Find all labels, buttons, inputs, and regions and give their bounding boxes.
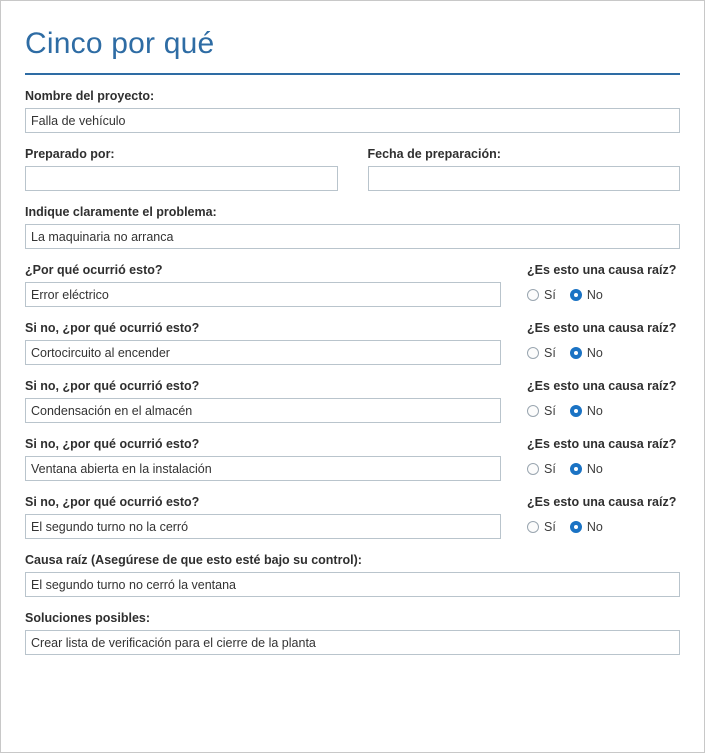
why-label-3: Si no, ¿por qué ocurrió esto? — [25, 379, 200, 393]
why-row-5 — [25, 481, 680, 539]
radio-yes-label-4: Sí — [544, 461, 556, 476]
root-cause-no-option-2[interactable] — [570, 346, 603, 360]
radio-yes-icon-1[interactable] — [527, 289, 539, 301]
radio-no-label-5: No — [586, 519, 603, 534]
why-label-1: ¿Por qué ocurrió esto? — [25, 263, 163, 277]
why-label-4: Si no, ¿por qué ocurrió esto? — [25, 437, 200, 451]
why-row-3 — [25, 365, 680, 423]
root-cause-summary-input[interactable] — [25, 572, 680, 597]
radio-no-icon-2[interactable] — [570, 347, 582, 359]
preparation-date-group — [368, 133, 681, 191]
radio-no-label-1: No — [586, 287, 603, 302]
root-cause-radios-1 — [527, 282, 680, 307]
possible-solutions-input[interactable] — [25, 630, 680, 655]
why-label-5: Si no, ¿por qué ocurrió esto? — [25, 495, 200, 509]
why-input-4[interactable] — [25, 456, 501, 481]
root-cause-question-3: ¿Es esto una causa raíz? — [527, 379, 677, 393]
root-cause-radios-2 — [527, 340, 680, 365]
prepared-by-input[interactable] — [25, 166, 338, 191]
why-row-4 — [25, 423, 680, 481]
problem-statement-input[interactable] — [25, 224, 680, 249]
root-cause-radios-3 — [527, 398, 680, 423]
project-name-label: Nombre del proyecto: — [25, 89, 155, 103]
radio-yes-icon-3[interactable] — [527, 405, 539, 417]
why-row-2 — [25, 307, 680, 365]
prepared-row — [25, 133, 680, 191]
radio-no-icon-3[interactable] — [570, 405, 582, 417]
prepared-by-label: Preparado por: — [25, 147, 115, 161]
root-cause-yes-option-1[interactable] — [527, 288, 556, 302]
root-cause-radios-4 — [527, 456, 680, 481]
root-cause-yes-option-5[interactable] — [527, 520, 556, 534]
root-cause-yes-option-2[interactable] — [527, 346, 556, 360]
root-cause-group-1 — [527, 249, 680, 307]
why-input-2[interactable] — [25, 340, 501, 365]
root-cause-question-2: ¿Es esto una causa raíz? — [527, 321, 677, 335]
radio-no-label-4: No — [586, 461, 603, 476]
radio-no-icon-5[interactable] — [570, 521, 582, 533]
why-question-group-3 — [25, 365, 501, 423]
root-cause-no-option-4[interactable] — [570, 462, 603, 476]
why-question-group-4 — [25, 423, 501, 481]
radio-yes-icon-4[interactable] — [527, 463, 539, 475]
why-input-1[interactable] — [25, 282, 501, 307]
why-row-1 — [25, 249, 680, 307]
why-input-5[interactable] — [25, 514, 501, 539]
root-cause-no-option-3[interactable] — [570, 404, 603, 418]
why-label-2: Si no, ¿por qué ocurrió esto? — [25, 321, 200, 335]
why-input-3[interactable] — [25, 398, 501, 423]
radio-no-icon-1[interactable] — [570, 289, 582, 301]
radio-yes-icon-2[interactable] — [527, 347, 539, 359]
page-title: Cinco por qué — [25, 27, 680, 75]
radio-yes-label-5: Sí — [544, 519, 556, 534]
preparation-date-input[interactable] — [368, 166, 681, 191]
project-name-input[interactable] — [25, 108, 680, 133]
root-cause-group-5 — [527, 481, 680, 539]
radio-yes-icon-5[interactable] — [527, 521, 539, 533]
root-cause-question-1: ¿Es esto una causa raíz? — [527, 263, 677, 277]
root-cause-question-5: ¿Es esto una causa raíz? — [527, 495, 677, 509]
problem-statement-label: Indique claramente el problema: — [25, 205, 217, 219]
why-question-group-5 — [25, 481, 501, 539]
root-cause-group-4 — [527, 423, 680, 481]
possible-solutions-label: Soluciones posibles: — [25, 611, 151, 625]
root-cause-group-3 — [527, 365, 680, 423]
root-cause-question-4: ¿Es esto una causa raíz? — [527, 437, 677, 451]
root-cause-no-option-1[interactable] — [570, 288, 603, 302]
root-cause-radios-5 — [527, 514, 680, 539]
radio-no-label-2: No — [586, 345, 603, 360]
why-question-group-1 — [25, 249, 501, 307]
radio-yes-label-2: Sí — [544, 345, 556, 360]
prepared-by-group — [25, 133, 338, 191]
root-cause-group-2 — [527, 307, 680, 365]
preparation-date-label: Fecha de preparación: — [367, 147, 501, 161]
radio-no-icon-4[interactable] — [570, 463, 582, 475]
radio-no-label-3: No — [586, 403, 603, 418]
why-question-group-2 — [25, 307, 501, 365]
radio-yes-label-1: Sí — [544, 287, 556, 302]
root-cause-summary-label: Causa raíz (Asegúrese de que esto esté bajo su control): — [25, 553, 362, 567]
root-cause-yes-option-4[interactable] — [527, 462, 556, 476]
radio-yes-label-3: Sí — [544, 403, 556, 418]
root-cause-no-option-5[interactable] — [570, 520, 603, 534]
root-cause-yes-option-3[interactable] — [527, 404, 556, 418]
